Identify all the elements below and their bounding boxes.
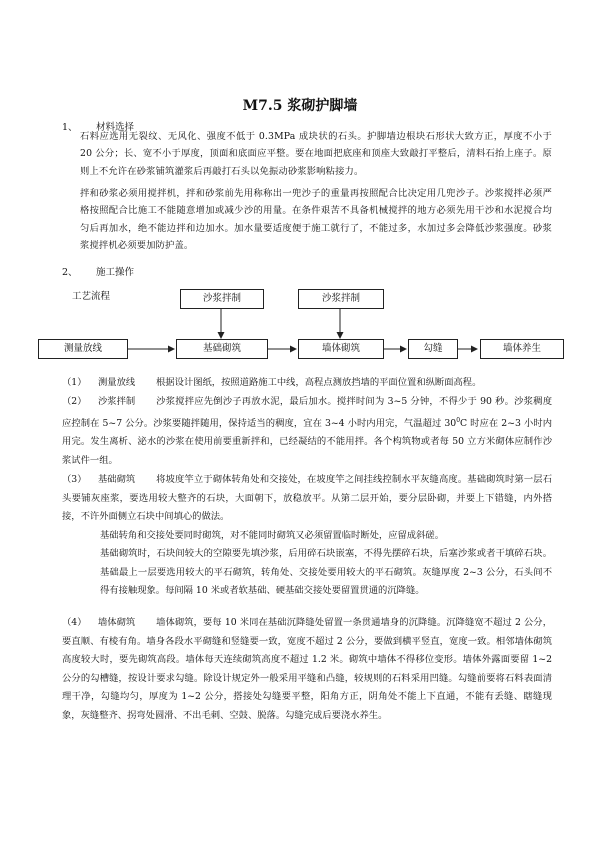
step-mortar: [62, 393, 552, 470]
step-number: （3）: [62, 474, 87, 485]
step-wall: [62, 614, 552, 725]
step-superscript: 0: [456, 416, 461, 424]
flow-box-mortar-mixing-2: 沙浆拌制: [298, 289, 384, 309]
paragraph-text: 石料应选用无裂纹、无风化、强度不低于 0.3MPa 成块状的石头。护脚墙边根块石形状大致方正，厚度不小于 20 公分；长、宽不小于厚度，顶面和底面应平整。要在地面把底座和顶座大致敲打平整后，清料石抬上座子。原则上不允许在砂浆铺筑灌浆后再敲打石头以免振动砂浆影响粘接力。: [80, 131, 552, 177]
step-paragraph: 基础砌筑时，石块间较大的空隙要先填沙浆，后用碎石块嵌塞，不得先摆碎石块，后塞沙浆或者干填碎石块。基础最上一层要选用较大的平石砌筑，转角处、交接处要用较大的平石砌筑。灰缝厚度 2~3 公分，石头间不得有接触现象。每间隔 10 米或者软基础、硬基础交接处要留置贯通的沉降缝。: [100, 548, 552, 596]
section-title: 施工操作: [96, 267, 135, 278]
step-name: 沙浆拌制: [98, 396, 136, 407]
step-text-continued: C 时应在 2~3 小时内用完。发生离析、泌水的沙浆在使用前要重新拌和，已经凝结的不能用拌。各个构筑物或者每 50 立方米砌体应制作沙浆试件一组。: [62, 417, 552, 466]
step-text: 将坡度竿立于砌体转角处和交接处，在坡度竿之间挂线控制水平灰缝高度。基础砌筑时第一层石头要铺灰座浆，要选用较大整齐的石块，大面朝下，放稳放平。从第二层开始，要分层卧砌，并要上下错缝，内外搭接，不许外面侧立石块中间填心的做法。: [62, 474, 552, 522]
page-title: M7.5 浆砌护脚墙: [242, 98, 358, 114]
section-number: 2、: [62, 267, 78, 278]
process-flow-arrows: [0, 0, 600, 380]
step-number: （1）: [62, 377, 87, 388]
step-number: （4）: [62, 617, 87, 628]
step-text: 根据设计图纸，按照道路施工中线，高程点测放挡墙的平面位置和纵断面高程。: [156, 377, 482, 388]
flow-box-mortar-mixing-1: 沙浆拌制: [180, 289, 264, 309]
flow-box-survey: 测量放线: [38, 339, 128, 359]
step-name: 墙体砌筑: [98, 617, 136, 628]
flow-box-foundation: 基础砌筑: [176, 339, 268, 359]
step-foundation: [62, 471, 552, 601]
step-name: 基础砌筑: [98, 474, 136, 485]
section-number: 1、: [62, 122, 78, 133]
step-paragraph: 基础转角和交接处要同时砌筑，对不能同时砌筑又必须留置临时断处，应留成斜磋。: [100, 529, 444, 541]
step-text: 沙浆搅拌应先倒沙子再放水泥，最后加水。搅拌时间为 3~5 分钟，不得少于 90 秒。沙浆稠度应控制在 5~7 公分。沙浆要随拌随用，保持适当的稠度，宜在 3~4 小时内用完，气温超过 30: [62, 396, 552, 429]
section-title: 材料选择: [96, 122, 135, 133]
flow-label: 工艺流程: [72, 291, 111, 302]
step-survey: [62, 374, 552, 393]
step-number: （2）: [62, 396, 87, 407]
flow-box-curing: 墙体养生: [480, 339, 564, 359]
paragraph-text: 拌和砂浆必须用搅拌机，拌和砂浆前先用称称出一兜沙子的重量再按照配合比决定用几兜沙子。沙浆搅拌必须严格按照配合比施工不能随意增加或减少沙的用量。在条件艰苦不具备机械搅拌的地方必须先用干沙和水泥搅合均匀后再加水，绝不能边拌和边加水。加水量要适度便于施工就行了，不能过多，水加过多会降低沙浆强度。砂浆浆搅拌机必须要加防护盖。: [80, 188, 552, 252]
step-text: 墙体砌筑，要每 10 米同在基础沉降缝处留置一条贯通墙身的沉降缝。沉降缝宽不超过 2 公分，要直顺、有棱有角。墙身各段水平砌缝和竖缝要一致，宽度不超过 2 公分，要做到横平竖直，宽度一致。相邻墙体砌筑高度较大时，要先砌筑高段。墙体每天连续砌筑高度不超过 1.2 米。砌筑中墙体不得移位变形。墙体外露面要留 1~2 公分的勾槽缝，按设计要求勾缝。除设计规定外一般采用平缝和凸缝，较规则的石料采用凹缝。勾缝前要将石料表面清理干净，勾缝均匀，厚度为 1~2 公分，搭接处勾缝要平整，阳角方正，阴角处不能上下直通，不能有丢缝、瞎缝现象，灰缝整齐、拐弯处圆滑、不出毛刺、空鼓、脱落。勾缝完成后要浇水养生。: [62, 617, 552, 721]
flow-box-pointing: 勾缝: [408, 339, 458, 359]
flow-box-wall: 墙体砌筑: [298, 339, 384, 359]
step-name: 测量放线: [98, 377, 136, 388]
